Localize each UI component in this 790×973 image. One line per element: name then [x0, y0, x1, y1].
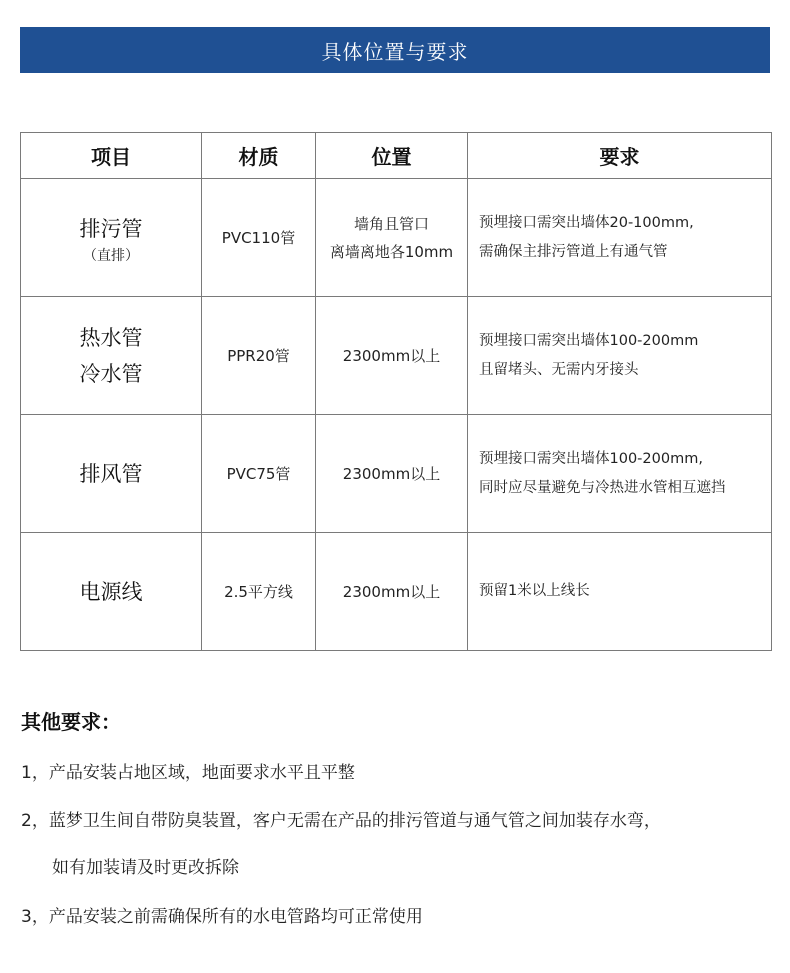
material-cell: PPR20管: [202, 297, 316, 415]
column-header-item: 项目: [21, 133, 202, 179]
position-cell: 2300mm以上: [316, 533, 468, 651]
requirement-line: 预埋接口需突出墙体100-200mm,: [479, 450, 703, 467]
position-line: 墙角且管口: [353, 214, 429, 233]
requirement-cell: [468, 415, 772, 533]
material-cell: PVC110管: [202, 179, 316, 297]
column-header-material: 材质: [202, 133, 316, 179]
position-cell: [316, 179, 468, 297]
table-row: [21, 533, 772, 651]
material-cell: 2.5平方线: [202, 533, 316, 651]
item-name: 热水管: [79, 325, 143, 350]
item-cell: [21, 179, 202, 297]
table-row: [21, 415, 772, 533]
table-row: [21, 297, 772, 415]
note-item: 2，蓝梦卫生间自带防臭装置，客户无需在产品的排污管道与通气管之间加装存水弯，: [21, 811, 661, 831]
column-header-position: 位置: [316, 133, 468, 179]
requirement-line: 预埋接口需突出墙体100-200mm: [479, 332, 699, 349]
section-title-bar: [20, 27, 770, 73]
item-name: 排污管: [79, 216, 143, 241]
column-header-requirement: 要求: [468, 133, 772, 179]
note-item: 1，产品安装占地区域，地面要求水平且平整: [21, 763, 355, 783]
requirement-cell: [468, 297, 772, 415]
requirement-cell: [468, 179, 772, 297]
requirement-line: 且留堵头、无需内牙接头: [479, 361, 639, 378]
requirement-line: 需确保主排污管道上有通气管: [479, 243, 668, 260]
position-line: 离墙离地各10mm: [329, 242, 454, 261]
item-cell: 电源线: [21, 533, 202, 651]
table-row: [21, 179, 772, 297]
note-item-continuation: 如有加装请及时更改拆除: [52, 858, 239, 878]
position-cell: 2300mm以上: [316, 415, 468, 533]
requirement-line: 同时应尽量避免与冷热进水管相互遮挡: [479, 479, 726, 496]
requirement-cell: 预留1米以上线长: [468, 533, 772, 651]
requirement-line: 预埋接口需突出墙体20-100mm,: [479, 214, 694, 231]
section-title: 具体位置与要求: [321, 39, 469, 64]
item-subtitle: （直排）: [83, 247, 139, 264]
table-header-row: [21, 133, 772, 179]
item-cell: [21, 297, 202, 415]
other-requirements-title: 其他要求：: [21, 710, 121, 734]
position-cell: 2300mm以上: [316, 297, 468, 415]
item-cell: 排风管: [21, 415, 202, 533]
item-name: 冷水管: [79, 361, 143, 386]
requirements-table: [20, 132, 772, 651]
material-cell: PVC75管: [202, 415, 316, 533]
note-item: 3，产品安装之前需确保所有的水电管路均可正常使用: [21, 907, 423, 927]
